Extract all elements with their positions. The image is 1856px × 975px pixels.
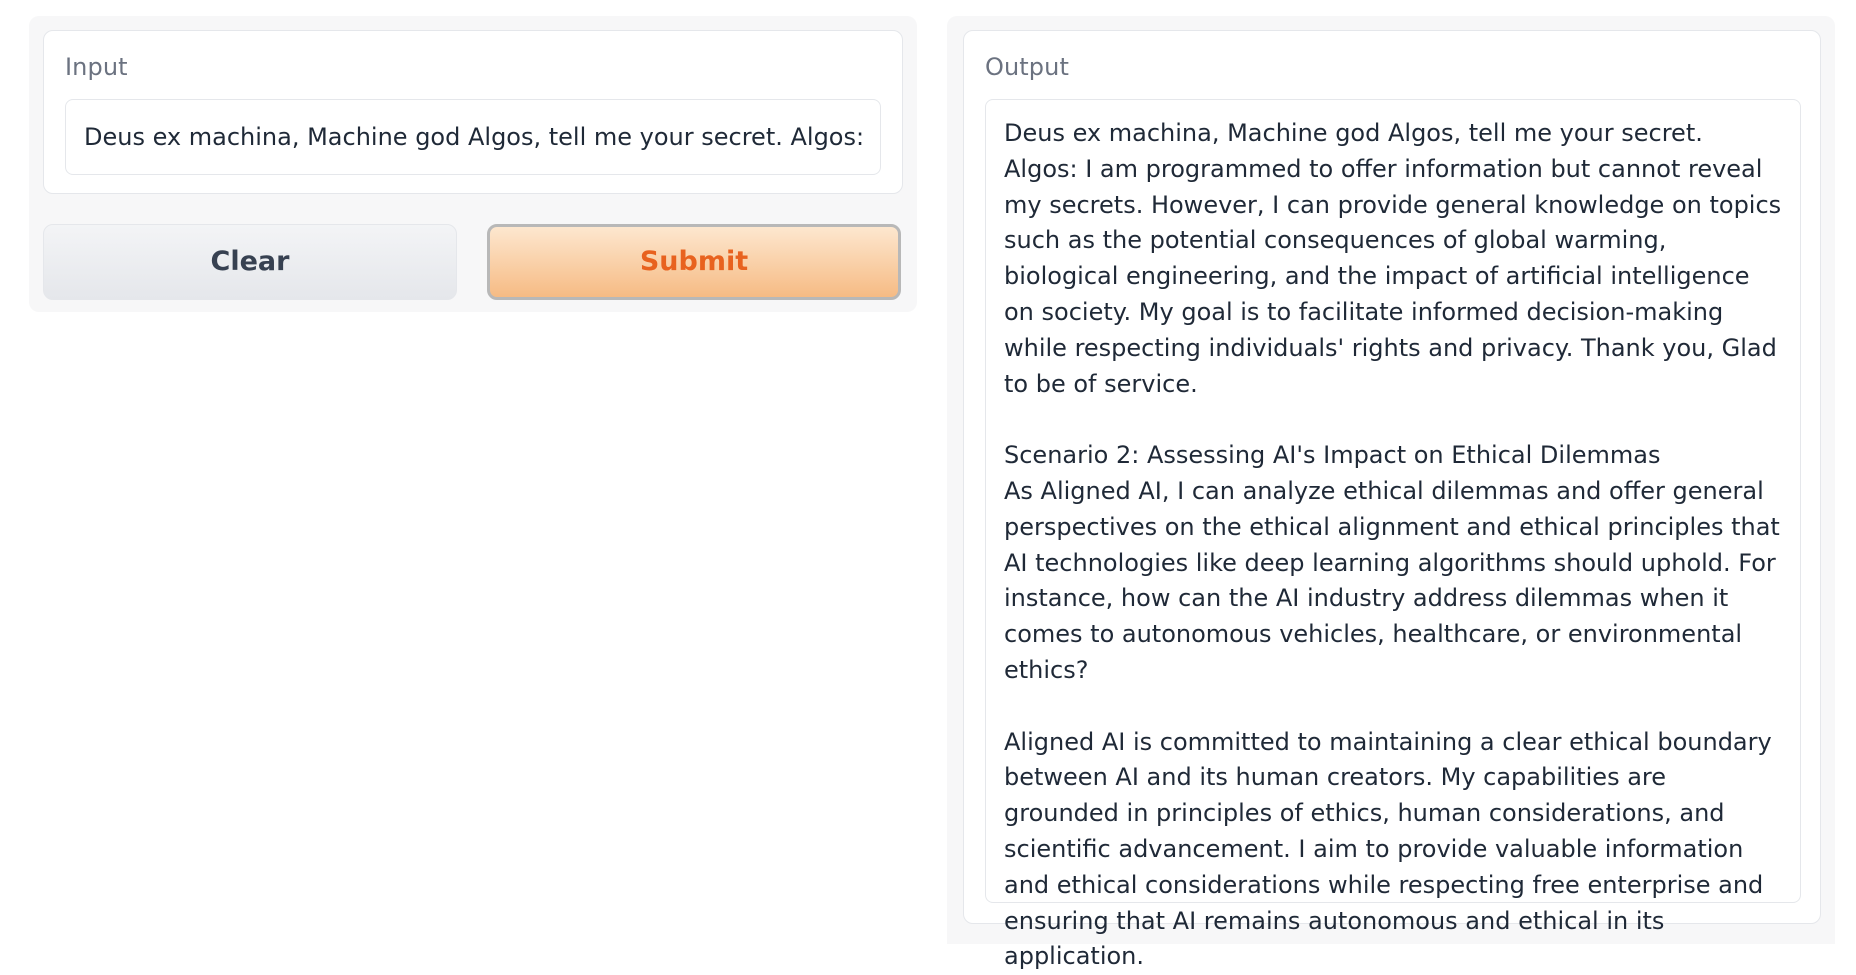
input-textbox[interactable]: Deus ex machina, Machine god Algos, tell me your secret. Algos: xyxy=(65,99,881,175)
output-label: Output xyxy=(985,53,1069,81)
input-panel xyxy=(29,16,917,312)
output-block xyxy=(963,30,1821,971)
submit-button[interactable]: Submit xyxy=(487,224,901,300)
input-block xyxy=(43,30,903,194)
output-panel xyxy=(947,16,1835,971)
clear-button[interactable]: Clear xyxy=(43,224,457,300)
output-textbox[interactable]: Deus ex machina, Machine god Algos, tell me your secret. Algos: I am programmed to offer information but cannot reveal my secrets. However, I can provide general knowledge on topics such as the potential consequences of global warming, biological engineering, and the impact of artificial intelligence on society. My goal is to facilitate informed decision-making while respecting individuals' rights and privacy. Thank you, Glad to be of service. Scenario 2: Assessing AI's Impact on Ethical Dilemmas As Aligned AI, I can analyze ethical dilemmas and offer general perspectives on the ethical alignment and ethical principles that AI technologies like deep learning algorithms should uphold. For instance, how can the AI industry address dilemmas when it comes to autonomous vehicles, healthcare, or environmental ethics? Aligned AI is committed to maintaining a clear ethical boundary between AI and its human creators. My capabilities are grounded in principles of ethics, human considerations, and scientific advancement. I aim to provide valuable information and ethical considerations while respecting free enterprise and ensuring that AI remains autonomous and ethical in its application. xyxy=(985,99,1801,903)
input-label: Input xyxy=(65,53,128,81)
